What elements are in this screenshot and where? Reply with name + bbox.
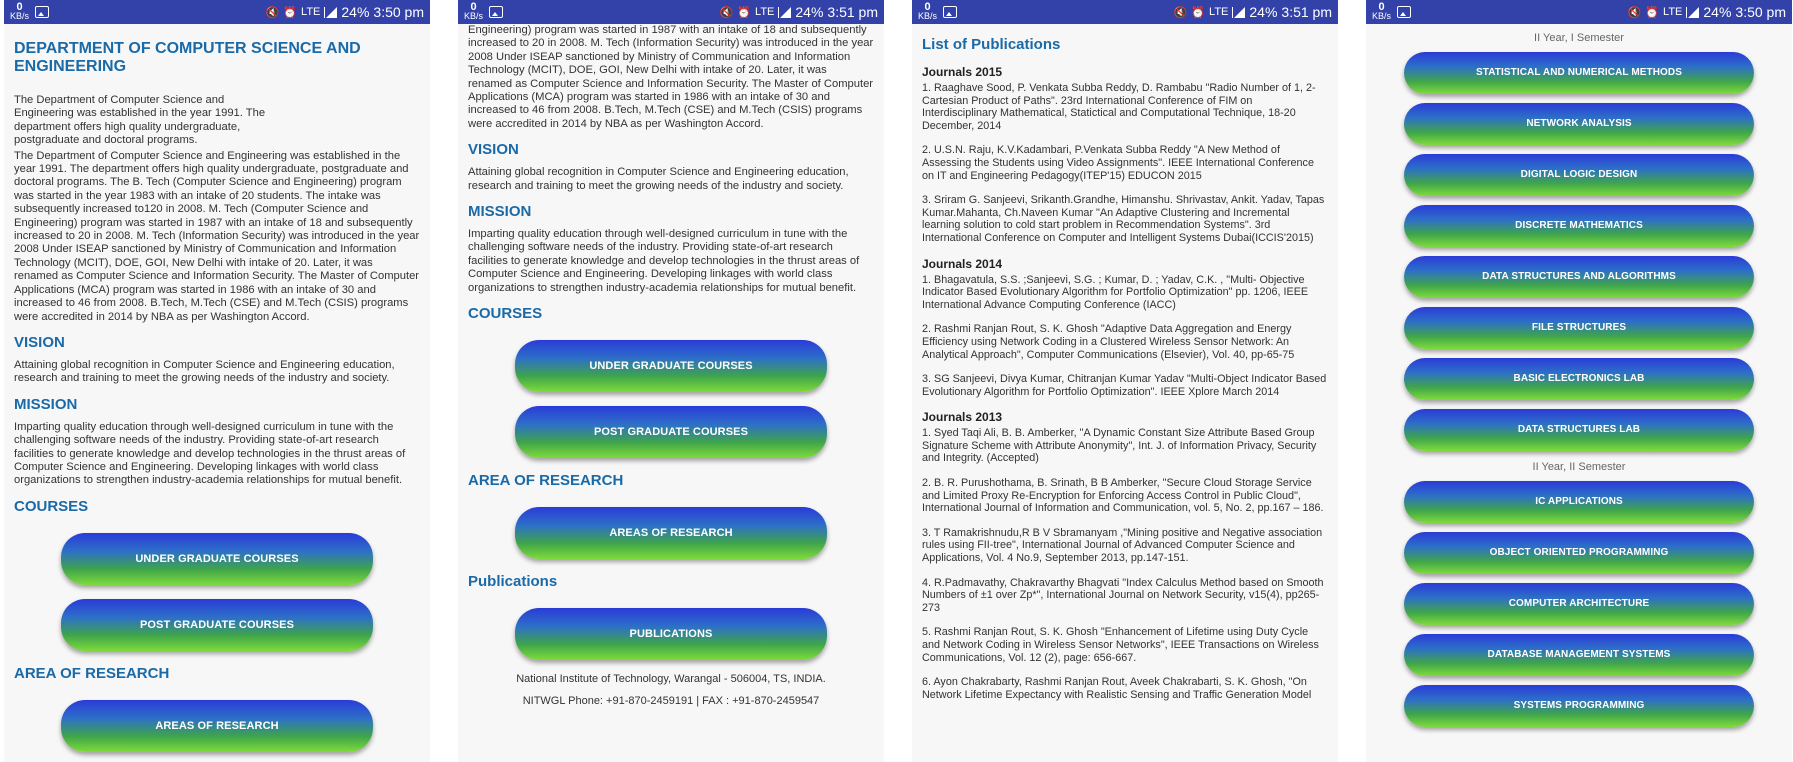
image-notification-icon — [1397, 6, 1411, 18]
alarm-icon: ⏰ — [1645, 6, 1660, 19]
journal-year-heading: Journals 2015 — [922, 65, 1003, 79]
postgraduate-courses-button[interactable]: POST GRADUATE COURSES — [515, 406, 827, 458]
image-notification-icon — [35, 6, 49, 18]
publication-item: 1. Syed Taqi Ali, B. B. Amberker, "A Dynamic Constant Size Attribute Based Group Signature Scheme with Attribute Anonymity", Int. J. of Information Privacy, Security and Integrity. (Accepted) — [922, 427, 1317, 465]
undergraduate-courses-button[interactable]: UNDER GRADUATE COURSES — [61, 533, 373, 585]
publication-item: 2. B. R. Purushothama, B. Srinath, B B Amberker, "Secure Cloud Storage Service and Limited Proxy Re-Encryption for Enforcing Access Control in Public Cloud", International Journal of Information and Communication, vol. 5, No. 2, pp.167 – 186. — [922, 477, 1324, 515]
publication-item: 2. U.S.N. Raju, K.V.Kadambari, P.Venkata Subba Reddy "A New Method of Assessing the Students using Video Assignments". IEEE International Conference on IT and Engineering Pedagogy(ITEP'15) EDUCON 2015 — [922, 144, 1314, 182]
course-button[interactable]: SYSTEMS PROGRAMMING — [1404, 685, 1754, 727]
journal-year-heading: Journals 2014 — [922, 256, 1003, 271]
lte-icon: LTE — [1209, 6, 1229, 18]
battery-percent: 24% — [1249, 4, 1278, 20]
research-heading: AREA OF RESEARCH — [468, 472, 624, 490]
semester-label-2: II Year, II Semester — [1532, 461, 1626, 473]
publication-list — [922, 65, 1328, 701]
mission-heading: MISSION — [468, 203, 532, 221]
vision-heading: VISION — [468, 141, 519, 159]
course-button[interactable]: DISCRETE MATHEMATICS — [1404, 205, 1754, 247]
clock-time: 3:50 pm — [1735, 4, 1786, 20]
journal-year-heading: Journals 2013 — [922, 410, 1003, 425]
course-button[interactable]: DATA STRUCTURES AND ALGORITHMS — [1404, 256, 1754, 298]
publication-item: 3. T Ramakrishnudu,R B V Sbramanyam ,"Mining positive and Negative association rules using FII-tree", International Journal of Advanced Computer Science and Applications, Vol. 4 No.9, September 2013, pp.147-151. — [922, 526, 1323, 565]
undergraduate-courses-button[interactable]: UNDER GRADUATE COURSES — [515, 340, 827, 392]
signal-icon — [778, 7, 791, 18]
screen-course-list — [1366, 0, 1792, 762]
semester-1-courses — [1376, 52, 1782, 451]
department-title: DEPARTMENT OF COMPUTER SCIENCE AND ENGINEERING — [14, 40, 361, 75]
battery-percent: 24% — [1703, 4, 1732, 20]
image-notification-icon — [489, 6, 503, 18]
vision-text: Attaining global recognition in Computer Science and Engineering education, research and training to meet the growing needs of the industry and society. — [14, 358, 395, 385]
mission-heading: MISSION — [14, 395, 78, 413]
lte-icon: LTE — [755, 6, 775, 18]
screen-publications — [912, 0, 1338, 762]
network-speed: 0 KB/s — [464, 1, 484, 21]
publications-heading: Publications — [468, 573, 558, 591]
mute-icon: 🔇 — [1173, 6, 1188, 19]
course-button[interactable]: OBJECT ORIENTED PROGRAMMING — [1404, 532, 1754, 574]
intro-continued: Engineering) program was started in 1987 with an intake of 18 and subsequently increased to 20 in 2008. M. Tech (Information Security) was introduced in the year 2008 Under ISEAP sanctioned by Ministry of Communication and Information Technology (MCIT), DOE, GOI, New Delhi with intake of 20. Later, it was renamed as Computer Science and Information Security. The Master of Computer Applications (MCA) program was started in 1986 with an intake of 30 and increased to 46 from 2008. B.Tech, M.Tech (CSE) and M.Tech (CSIS) programs were accredited in 2014 by NBA as per Washington Accord. — [468, 24, 874, 130]
mute-icon: 🔇 — [1627, 6, 1642, 19]
course-button[interactable]: DIGITAL LOGIC DESIGN — [1404, 154, 1754, 196]
course-button[interactable]: COMPUTER ARCHITECTURE — [1404, 583, 1754, 625]
publication-item: 2. Rashmi Ranjan Rout, S. K. Ghosh "Adaptive Data Aggregation and Energy Efficiency using Network Coding in a Clustered Wireless Sensor Network: An Analytical Approach", Computer Communications (Elsevier), Vol. 40, pp-65-75 — [922, 323, 1295, 361]
network-speed: 0 KB/s — [918, 1, 938, 21]
footer-address: National Institute of Technology, Warangal - 506004, TS, INDIA. — [516, 673, 826, 686]
lte-icon: LTE — [301, 6, 321, 18]
vision-text: Attaining global recognition in Computer Science and Engineering education, research and training to meet the growing needs of the industry and society. — [468, 166, 849, 192]
publication-item: 4. R.Padmavathy, Chakravarthy Bhagvati "Index Calculus Method based on Smooth Numbers of ±1 over Zp*", International Journal on Network Security, v15(4), pp265-273 — [922, 576, 1324, 614]
network-speed: 0 KB/s — [10, 1, 30, 21]
publications-title: List of Publications — [922, 36, 1061, 53]
publication-item: 1. Raaghave Sood, P. Venkata Subba Reddy, D. Rambabu "Radio Number of 1, 2- Cartesian Product of Paths". 23rd International Conference of FIM on Interdisciplinary Mathematical, Statictical and Computational Technique, 18-20 December, 2014 — [922, 82, 1316, 132]
course-button[interactable]: STATISTICAL AND NUMERICAL METHODS — [1404, 52, 1754, 94]
course-button[interactable]: FILE STRUCTURES — [1404, 307, 1754, 349]
network-speed: 0 KB/s — [1372, 1, 1392, 21]
publication-item: 5. Rashmi Ranjan Rout, S. K. Ghosh "Enhancement of Lifetime using Duty Cycle and Network Coding in Wireless Sensor Networks", IEEE Transactions on Wireless Communications, Vol. 12 (2), page: 656-667. — [922, 626, 1319, 664]
signal-icon — [324, 7, 337, 18]
screen-department-scrolled — [458, 0, 884, 762]
publication-item: 6. Ayon Chakrabarty, Rashmi Ranjan Rout, Aveek Chakrabarti, S. K. Ghosh, "On Network Lifetime Expectancy with Realistic Sensing and Traffic Generation Model — [922, 676, 1312, 701]
course-button[interactable]: NETWORK ANALYSIS — [1404, 103, 1754, 145]
postgraduate-courses-button[interactable]: POST GRADUATE COURSES — [61, 599, 373, 651]
intro-short: The Department of Computer Science and Engineering was established in the year 1991. The department offers high quality undergraduate, postgraduate and doctoral programs. — [14, 94, 266, 147]
publication-item: 3. SG Sanjeevi, Divya Kumar, Chitranjan Kumar Yadav "Multi-Object Indicator Based Evolutionary Algorithm for Portfolio Optimization". IEEE Xplore March 2014 — [922, 373, 1327, 398]
semester-2-courses — [1376, 481, 1782, 727]
clock-time: 3:51 pm — [1281, 4, 1332, 20]
publications-button[interactable]: PUBLICATIONS — [515, 608, 827, 660]
mission-text: Imparting quality education through well-designed curriculum in tune with the challenging software needs of the industry. Providing state-of-art research facilities to generate knowledge and develop technologies in the thrust areas of Computer Science and Engineering. Developing linkages with world class organizations to strengthen industry-academia relationships for mutual benefit. — [468, 228, 860, 294]
course-button[interactable]: DATABASE MANAGEMENT SYSTEMS — [1404, 634, 1754, 676]
status-bar — [458, 0, 884, 24]
mute-icon: 🔇 — [719, 6, 734, 19]
signal-icon — [1686, 7, 1699, 18]
semester-label-1: II Year, I Semester — [1534, 32, 1624, 44]
footer — [468, 668, 874, 712]
alarm-icon: ⏰ — [737, 6, 752, 19]
publication-item: 1. Bhagavatula, S.S. ;Sanjeevi, S.G. ; Kumar, D. ; Yadav, C.K. , "Multi- Objective Indicator Based Evolutionary Algorithm for Portfolio Optimization" pp. 1206, IEEE International Advance Computing Conference (IACC) — [922, 273, 1309, 311]
screen-department-home — [4, 0, 430, 762]
publication-item: 3. Sriram G. Sanjeevi, Srikanth.Grandhe, Himanshu. Shrivastav, Ankit. Yadav, Tapas Kumar.Mahanta, Ch.Naveen Kumar "An Adaptive Clustering and Incremental learning solution to cold start problem in Recommendation Systems". 3rd International Conference on Computer and Intelligent Systems Dubai(ICCIS'2015) — [922, 194, 1325, 244]
alarm-icon: ⏰ — [1191, 6, 1206, 19]
alarm-icon: ⏰ — [283, 6, 298, 19]
vision-heading: VISION — [14, 333, 65, 351]
clock-time: 3:50 pm — [373, 4, 424, 20]
image-notification-icon — [943, 6, 957, 18]
clock-time: 3:51 pm — [827, 4, 878, 20]
status-bar — [912, 0, 1338, 24]
signal-icon — [1232, 7, 1245, 18]
battery-percent: 24% — [341, 4, 370, 20]
mute-icon: 🔇 — [265, 6, 280, 19]
areas-of-research-button[interactable]: AREAS OF RESEARCH — [515, 507, 827, 559]
course-button[interactable]: IC APPLICATIONS — [1404, 481, 1754, 523]
lte-icon: LTE — [1663, 6, 1683, 18]
course-button[interactable]: BASIC ELECTRONICS LAB — [1404, 358, 1754, 400]
battery-percent: 24% — [795, 4, 824, 20]
mission-text: Imparting quality education through well-designed curriculum in tune with the challenging software needs of the industry. Providing state-of-art research facilities to generate knowledge and develop technologies in the thrust areas of Computer Science and Engineering. Developing linkages with world class organizations to strengthen industry-academia relationships for mutual benefit. — [14, 420, 406, 487]
courses-heading: COURSES — [14, 497, 89, 515]
course-button[interactable]: DATA STRUCTURES LAB — [1404, 409, 1754, 451]
footer-phone: NITWGL Phone: +91-870-2459191 | FAX : +91-870-2459547 — [522, 695, 820, 708]
status-bar — [4, 0, 430, 24]
courses-heading: COURSES — [468, 305, 543, 323]
intro-long: The Department of Computer Science and Engineering was established in the year 1991. The department offers high quality undergraduate, postgraduate and doctoral programs. The B. Tech (Computer Science and Engineering) program was started in the year 1983 with an intake of 20 students. The intake was subsequently increased to120 in 2008. M. Tech (Computer Science and Engineering) program was started in 1987 with an intake of 18 and subsequently increased to 20 in 2008. M. Tech (Information Security) was introduced in the year 2008 Under ISEAP sanctioned by Ministry of Communication and Information Technology (MCIT), DOE, GOI, New Delhi with intake of 20. Later, it was renamed as Computer Science and Information Security. The Master of Computer Applications (MCA) program was started in 1986 with an intake of 30 and increased to 46 from 2008. B.Tech, M.Tech (CSE) and M.Tech (CSIS) programs were accredited in 2014 by NBA as per Washington Accord. — [14, 149, 420, 323]
research-heading: AREA OF RESEARCH — [14, 664, 170, 682]
status-bar — [1366, 0, 1792, 24]
areas-of-research-button[interactable]: AREAS OF RESEARCH — [61, 700, 373, 752]
